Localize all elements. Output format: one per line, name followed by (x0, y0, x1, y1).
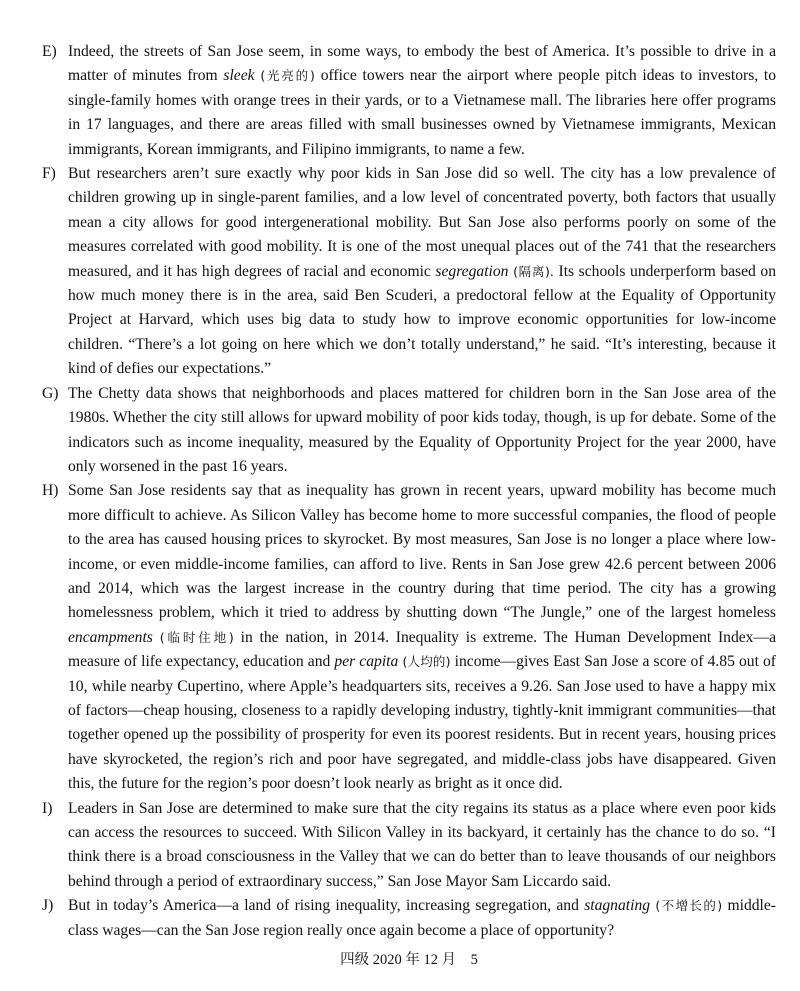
paragraph-text: Some San Jose residents say that as inequality has grown in recent years, upward mobility has become much more difficult to achieve. As Silicon Valley has become home to more successful companies, the flood of people to the area has caused housing prices to skyrocket. By most measures, San Jose is no longer a place where low-income, or even middle-income families, can afford to live. Rents in San Jose grew 42.6 percent between 2006 and 2014, which was the largest increase in the country during that time period. The city has a growing homelessness problem, which it tried to address by shutting down “The Jungle,” one of the largest homeless (68, 482, 776, 622)
paragraph-g (42, 382, 776, 480)
paragraph-text: middle-class wages—can the San Jose region really once again become a place of opportunity? (68, 897, 776, 939)
document-body (42, 40, 776, 943)
italic-term: encampments (68, 628, 153, 646)
paragraph-label: J) (42, 897, 54, 915)
paragraph-label: H) (42, 482, 59, 500)
paragraph-text: The Chetty data shows that neighborhoods and places mattered for children born in the San Jose area of the 1980s. Whether the city still allows for upward mobility of poor kids today, though, is up for debate. Some of the indicators such as income inequality, measured by the Equality of Opportunity Project for the year 2000, have only worsened in the past 16 years. (68, 384, 776, 475)
paragraph-j (42, 894, 776, 943)
paragraph-h (42, 479, 776, 796)
paragraph-text: income—gives East San Jose a score of 4.85 out of 10, while nearby Cupertino, where Apple’s headquarters sits, receives a 9.26. San Jose used to have a happy mix of factors—cheap housing, closeness to a rapidly developing industry, tightly-knit immigrant communities—that together opened up the possibility of prosperity for even its poorest residents. But in recent years, housing prices have skyrocketed, the region’s rich and poor have segregated, and middle-class jobs have disappeared. Given this, the future for the region’s poor doesn’t look nearly as bright as it once did. (68, 653, 776, 793)
italic-term: per capita (334, 653, 399, 671)
paragraph-text: in the nation, in 2014. Inequality is extreme. The Human Development Index—a measure of life expectancy, education and (68, 628, 776, 671)
paragraph-label: I) (42, 799, 53, 817)
italic-term: stagnating (584, 897, 651, 915)
italic-term: sleek (223, 67, 255, 85)
page-footer: 四级 2020 年 12 月 5 (340, 952, 478, 969)
chinese-gloss: (隔离). (508, 263, 559, 279)
paragraph-text: office towers near the airport where people pitch ideas to investors, to single-family homes with orange trees in their yards, or to a Vietnamese mall. The libraries here offer programs in 17 languages, and there are areas filled with small businesses owned by Vietnamese immigrants, Mexican immigrants, Korean immigrants, and Filipino immigrants, to name a few. (68, 67, 777, 158)
paragraph-label: F) (42, 165, 56, 183)
paragraph-label: G) (42, 384, 59, 402)
paragraph-text: Its schools underperform based on how much money there is in the area, said Ben Scuderi, a predoctoral fellow at the Equality of Opportunity Project at Harvard, which uses big data to study how to improve economic opportunities for low-income children. “There’s a lot going on here which we don’t totally understand,” he said. “It’s interesting, because it kind of defies our expectations.” (68, 262, 776, 378)
chinese-gloss: (临时住地) (152, 629, 241, 645)
paragraph-text: Leaders in San Jose are determined to make sure that the city regains its status as a place where even poor kids can access the resources to succeed. With Silicon Valley in its backyard, it certainly has the chance to do so. “I think there is a broad consciousness in the Valley that we can do better than to leave thousands of our neighbors behind through a period of extraordinary success,” San Jose Mayor Sam Liccardo said. (68, 799, 776, 890)
paragraph-f (42, 162, 776, 382)
chinese-gloss: (不增长的) (650, 898, 728, 914)
paragraph-i (42, 797, 776, 895)
paragraph-text: But researchers aren’t sure exactly why poor kids in San Jose did so well. The city has a low prevalence of children growing up in single-parent families, and a low level of concentrated poverty, both factors that usually mean a city allows for good intergenerational mobility. But San Jose also performs poorly on some of the measures correlated with good mobility. It is one of the most unequal places out of the 741 that the researchers measured, and it has high degrees of racial and economic (68, 165, 776, 280)
italic-term: segregation (435, 262, 509, 280)
paragraph-text: But in today’s America—a land of rising inequality, increasing segregation, and (68, 897, 585, 915)
paragraph-label: E) (42, 43, 57, 60)
chinese-gloss: (人均的) (398, 654, 455, 670)
chinese-gloss: (光亮的) (254, 68, 321, 84)
paragraph-e (42, 40, 776, 162)
paragraph-text: Indeed, the streets of San Jose seem, in some ways, to embody the best of America. It’s possible to drive in a matter of minutes from (68, 43, 776, 85)
